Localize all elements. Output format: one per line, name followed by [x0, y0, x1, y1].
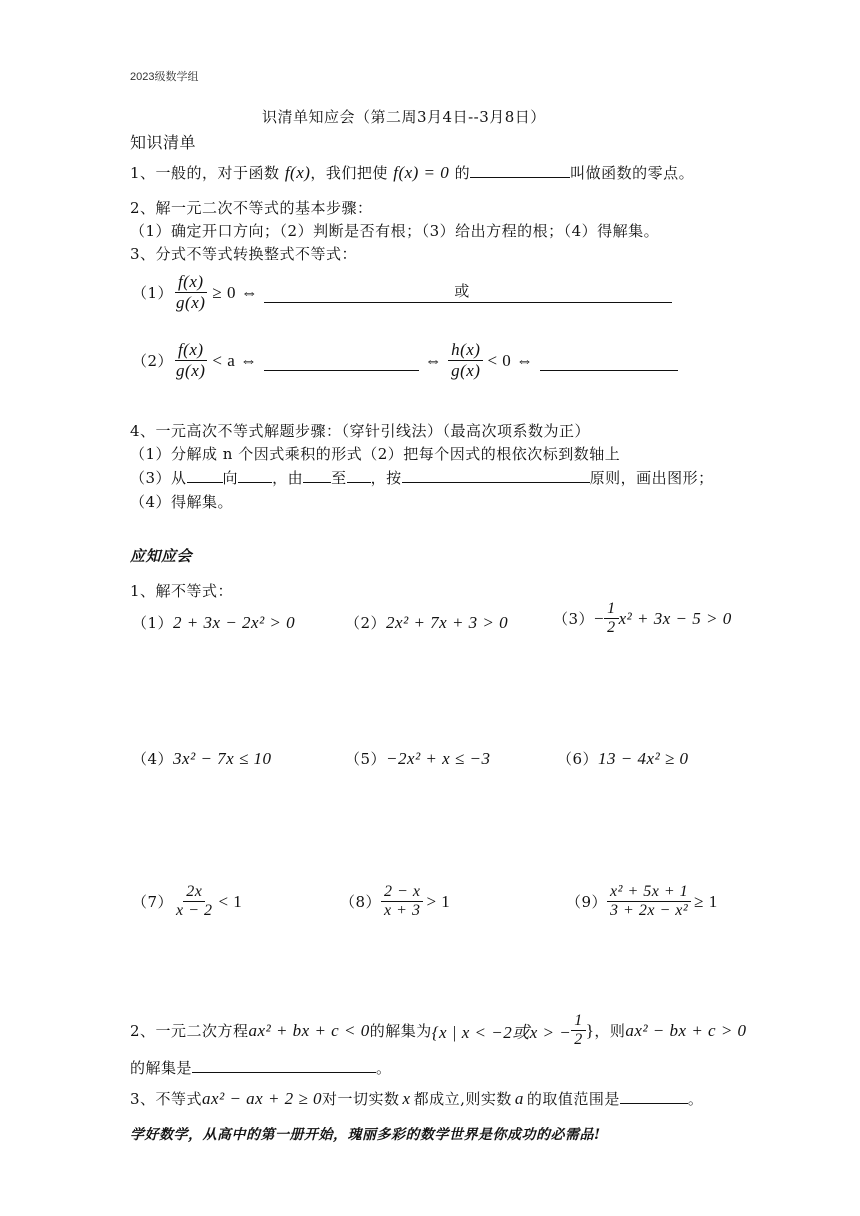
fraction [381, 883, 423, 920]
fraction [571, 1012, 586, 1049]
answer-blank[interactable] [620, 1102, 688, 1104]
q3-text: 的取值范围是 [526, 1090, 620, 1108]
numerator: 1 [604, 600, 619, 619]
answer-blank[interactable] [470, 176, 570, 178]
fraction [173, 272, 208, 313]
inequality-6 [557, 748, 689, 769]
equivalence-arrow: ⇔ [424, 350, 443, 370]
item-label: （8） [340, 893, 382, 911]
item-label: （6） [557, 750, 599, 768]
q3-text: 都成立,则实数 [413, 1090, 512, 1108]
inequality-expr: x² + 3x − 5 > 0 [618, 608, 732, 628]
question-2 [130, 1012, 747, 1049]
question-3 [130, 1088, 703, 1109]
item-label: （3） [553, 610, 595, 628]
answer-blank[interactable] [187, 481, 223, 483]
variable-x: x [402, 1089, 411, 1108]
item-4-step-3 [130, 467, 714, 488]
inequality-8 [340, 883, 450, 920]
numerator: 2x [183, 883, 205, 902]
inequality-3 [553, 600, 732, 637]
q3-text: 。 [687, 1090, 704, 1108]
minus-sign: − [594, 608, 605, 628]
s3-text: 至 [331, 469, 347, 487]
item-3-part-1 [132, 272, 672, 313]
inequality-1 [132, 612, 295, 633]
relation: < a ⇔ [212, 350, 258, 370]
relation: < 1 [218, 891, 243, 911]
item-1-de: 的 [454, 164, 471, 182]
fraction [604, 600, 619, 637]
q3-text: 对一切实数 [322, 1090, 400, 1108]
s3-text: 原则，画出图形； [589, 469, 714, 487]
variable-a: a [514, 1089, 524, 1108]
answer-blank[interactable] [264, 282, 672, 303]
inequality-expr: 3x² − 7x ≤ 10 [173, 749, 272, 768]
item-2-steps: （1）确定开口方向；（2）判断是否有根；（3）给出方程的根；（4）得解集。 [130, 222, 660, 240]
or-label: 或 [454, 282, 470, 300]
inequality-expr: ax² − ax + 2 ≥ 0 [202, 1089, 323, 1108]
inequality-expr: ax² − bx + c > 0 [625, 1020, 747, 1040]
fraction [173, 883, 215, 920]
q2-text: 。 [376, 1059, 392, 1077]
item-2: 2、解一元二次不等式的基本步骤： [130, 199, 373, 217]
part-label: （1） [132, 284, 174, 302]
denominator: x + 3 [384, 902, 421, 919]
inequality-7 [132, 883, 242, 920]
inequality-expr: 13 − 4x² ≥ 0 [598, 749, 689, 768]
item-1-prefix: 1、一般的，对于函数 [130, 164, 280, 182]
relation: < 0 ⇔ [487, 350, 534, 370]
numerator: x² + 5x + 1 [607, 883, 691, 902]
answer-blank[interactable] [347, 481, 371, 483]
inequality-4 [132, 748, 272, 769]
solution-set: {x | x < −2或x > − [431, 1023, 572, 1042]
question-2-line-2 [130, 1057, 392, 1078]
q3-text: 3、不等式 [130, 1090, 203, 1108]
item-3-part-2 [132, 340, 678, 381]
numerator: f(x) [175, 272, 207, 293]
inequality-5 [345, 748, 490, 769]
item-1-suffix: 叫做函数的零点。 [570, 164, 695, 182]
fraction [607, 883, 691, 920]
answer-blank[interactable] [238, 481, 272, 483]
relation: ≥ 0 ⇔ [212, 282, 259, 302]
item-label: （9） [566, 893, 608, 911]
item-label: （1） [132, 614, 174, 632]
fraction [448, 340, 483, 381]
section-heading-practice: 应知应会 [130, 547, 193, 565]
answer-blank[interactable] [264, 350, 419, 371]
item-1 [130, 162, 694, 183]
item-3: 3、分式不等式转换整式不等式： [130, 245, 358, 263]
part-label: （2） [132, 352, 174, 370]
fx0-expr: f(x) = 0 [393, 163, 450, 182]
s3-text: 向 [222, 469, 239, 487]
inequality-9 [566, 883, 718, 920]
item-4-step-4: （4）得解集。 [130, 493, 234, 511]
relation: > 1 [426, 891, 451, 911]
page-title: 识清单知应会（第二周3月4日--3月8日） [262, 108, 546, 126]
s3-text: ，按 [370, 469, 402, 487]
answer-blank[interactable] [402, 481, 590, 483]
answer-blank[interactable] [192, 1071, 376, 1073]
equation-expr: ax² + bx + c < 0 [248, 1020, 370, 1040]
numerator: 2 − x [381, 883, 423, 902]
item-label: （2） [345, 614, 387, 632]
numerator: h(x) [448, 340, 483, 361]
section-heading-knowledge: 知识清单 [130, 133, 197, 152]
denominator: 3 + 2x − x² [610, 902, 689, 919]
inequality-2 [345, 612, 508, 633]
inequality-expr: −2x² + x ≤ −3 [386, 749, 491, 768]
answer-blank[interactable] [540, 350, 678, 371]
item-label: （4） [132, 750, 174, 768]
answer-blank[interactable] [303, 481, 331, 483]
inequality-expr: 2 + 3x − 2x² > 0 [173, 613, 296, 632]
fraction [173, 340, 208, 381]
inequality-expr: 2x² + 7x + 3 > 0 [386, 613, 509, 632]
numerator: 1 [571, 1012, 586, 1031]
denominator: g(x) [176, 361, 206, 380]
relation: ≥ 1 [694, 891, 718, 911]
q2-text: 的解集为 [369, 1022, 432, 1040]
denominator: g(x) [176, 293, 206, 312]
fx-expr: f(x) [284, 163, 311, 182]
question-1: 1、解不等式： [130, 582, 234, 600]
item-label: （7） [132, 893, 174, 911]
denominator: 2 [574, 1031, 583, 1048]
item-label: （5） [345, 750, 387, 768]
item-1-mid: ，我们把使 [310, 164, 388, 182]
denominator: 2 [607, 619, 616, 636]
footer-motto: 学好数学，从高中的第一册开始，瑰丽多彩的数学世界是你成功的必需品! [130, 1127, 601, 1143]
q2-text: 的解集是 [130, 1059, 193, 1077]
item-4-step-1: （1）分解成 n 个因式乘积的形式（2）把每个因式的根依次标到数轴上 [130, 445, 621, 463]
numerator: f(x) [175, 340, 207, 361]
s3-text: （3）从 [130, 469, 187, 487]
group-label: 2023级数学组 [130, 71, 199, 83]
denominator: x − 2 [176, 902, 213, 919]
q2-text: 2、一元二次方程 [130, 1022, 249, 1040]
q2-text: ，则 [594, 1022, 626, 1040]
item-4: 4、一元高次不等式解题步骤：（穿针引线法）（最高次项系数为正） [130, 422, 591, 440]
denominator: g(x) [451, 361, 481, 380]
set-close: } [585, 1020, 595, 1040]
s3-text: ，由 [272, 469, 304, 487]
